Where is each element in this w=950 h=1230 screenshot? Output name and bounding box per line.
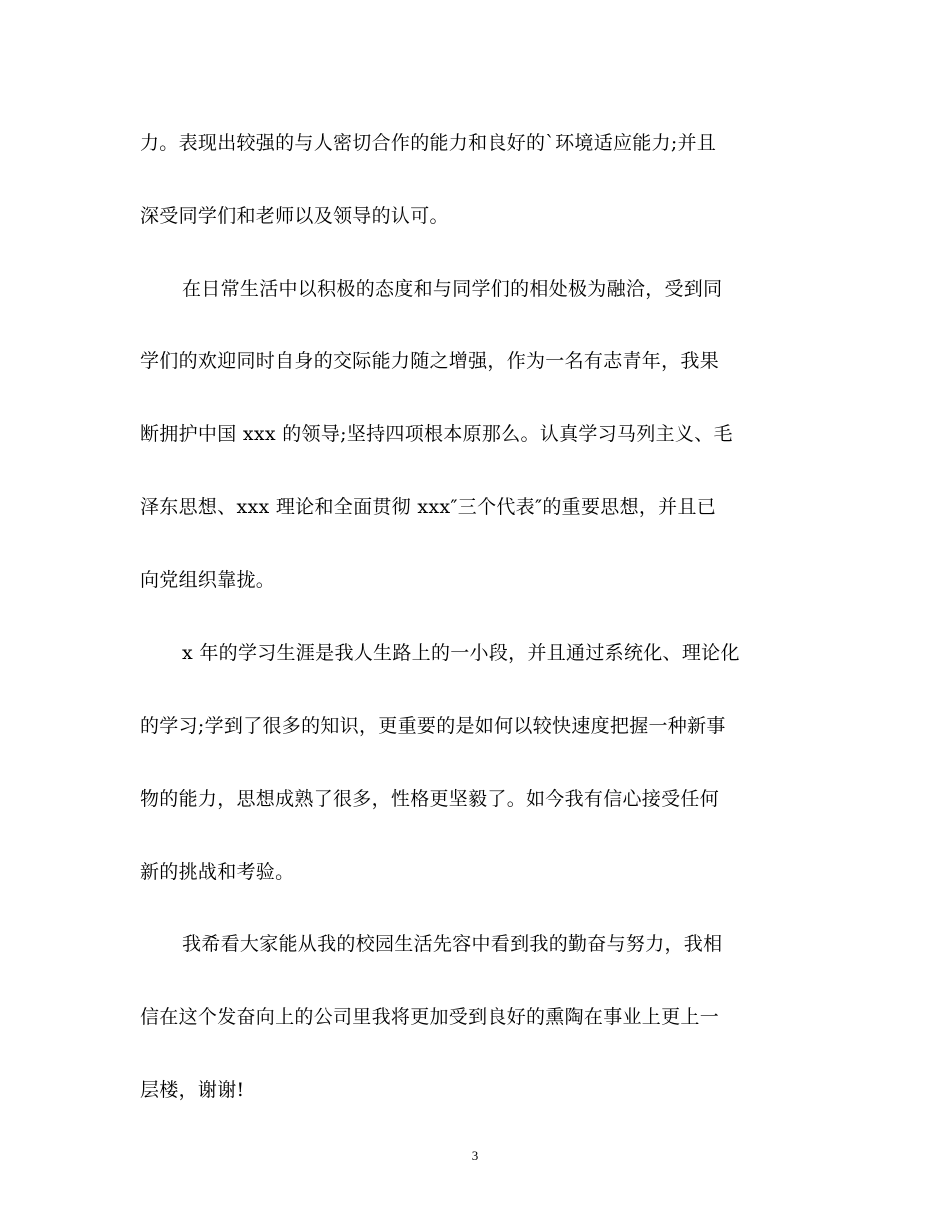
- page-number: 3: [471, 1148, 479, 1163]
- paragraph-line: 深受同学们和老师以及领导的认可。: [140, 205, 449, 227]
- paragraph-line: 学们的欢迎同时自身的交际能力随之增强，作为一名有志青年，我果: [140, 350, 720, 372]
- paragraph-line: 层楼，谢谢!: [140, 1079, 245, 1101]
- paragraph-line: 的学习;学到了很多的知识，更重要的是如何以较快速度把握一种新事: [140, 715, 726, 737]
- paragraph-line: x 年的学习生涯是我人生路上的一小段，并且通过系统化、理论化: [182, 642, 740, 664]
- paragraph-line: 泽东思想、xxx 理论和全面贯彻 xxx″三个代表″的重要思想，并且已: [140, 496, 717, 518]
- paragraph-line: 断拥护中国 xxx 的领导;坚持四项根本原那么。认真学习马列主义、毛: [140, 423, 733, 445]
- paragraph-line: 信在这个发奋向上的公司里我将更加受到良好的熏陶在事业上更上一: [140, 1006, 720, 1028]
- paragraph-line: 向党组织靠拢。: [140, 569, 276, 591]
- paragraph-line: 在日常生活中以积极的态度和与同学们的相处极为融洽，受到同: [182, 278, 723, 300]
- paragraph-line: 新的挑战和考验。: [140, 861, 295, 883]
- paragraph-line: 物的能力，思想成熟了很多，性格更坚毅了。如今我有信心接受任何: [140, 788, 720, 810]
- paragraph-line: 我希看大家能从我的校园生活先容中看到我的勤奋与努力，我相: [182, 933, 723, 955]
- paragraph-line: 力。表现出较强的与人密切合作的能力和良好的`环境适应能力;并且: [140, 132, 717, 154]
